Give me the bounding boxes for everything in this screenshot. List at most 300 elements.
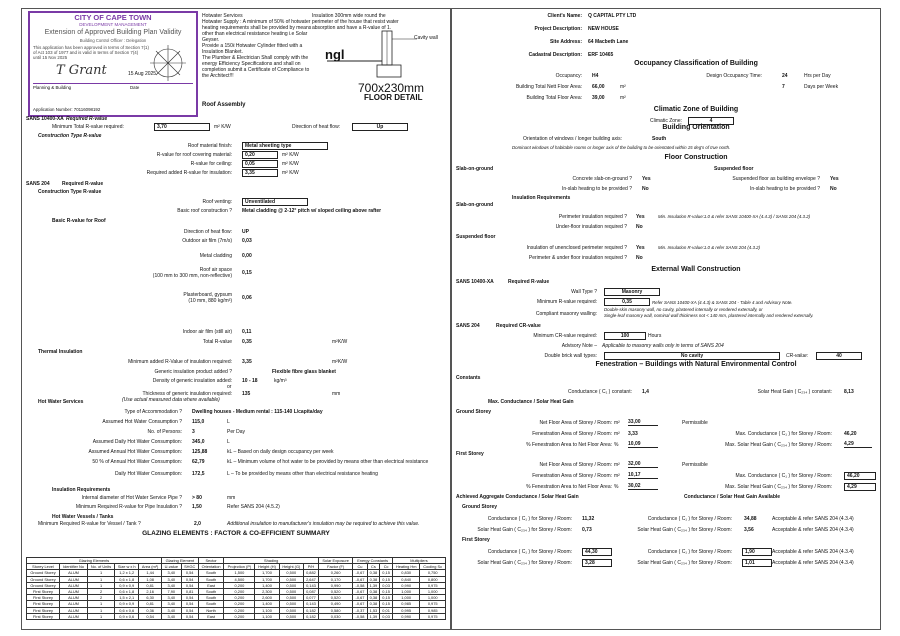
compl-line-1: Double-skin masonry wall, no cavity, plastered internally or rendered externally, or <box>604 307 763 312</box>
glazing-cell: 0,9 x 0,6 <box>115 613 139 619</box>
ach-g-conda-label: Conductance ( C₁ ) for Storey / Room: <box>647 516 732 522</box>
glazing-cell: ALUM <box>60 576 88 582</box>
cad-label: Cadastral Description: <box>528 52 582 58</box>
heat-flow-value: Up <box>352 123 408 131</box>
glazing-cell: 0,030 <box>318 613 353 619</box>
glazing-cell: -0,67 <box>353 576 367 582</box>
glazing-cell: 0,882 <box>304 570 319 576</box>
spec-line: Provide a 150ℓ Hotwater Cylinder fitted with a <box>202 43 303 49</box>
hw-value: 62,79 <box>192 459 205 465</box>
roof-row-value: 0,00 <box>242 253 252 259</box>
glazing-cell: East <box>198 613 224 619</box>
unencl-a: Yes <box>636 245 645 251</box>
glazing-cell: 0,520 <box>318 589 353 595</box>
glazing-cell: 0,54 <box>181 576 198 582</box>
f-fen-value: 10,17 <box>628 472 658 479</box>
ins-req-title: Insulation Requirements <box>52 487 111 493</box>
construction-type-2: Construction Type R-value <box>38 189 102 195</box>
glazing-cell: 0,990 <box>392 582 419 588</box>
glazing-cell: South <box>198 595 224 601</box>
glazing-cell: 0,520 <box>318 595 353 601</box>
minr-label: Minimum R-value required: <box>536 299 597 305</box>
g-nfa-label: Net Floor Area of Storey / Room: <box>539 420 612 426</box>
ins-diam-label: Internal diameter of Hot Water Service Pipe ? <box>81 495 182 501</box>
glazing-cell: -0,58 <box>353 613 367 619</box>
susp2-title: Suspended floor <box>456 234 496 240</box>
perim-q: Perimeter insulation required ? <box>558 214 627 220</box>
r-roofcov-value: 0,20 <box>242 151 278 159</box>
r-ceiling-label: R-value for ceiling: <box>190 161 232 167</box>
glazing-cell: -0,67 <box>353 601 367 607</box>
dbw-label: Double brick wall types: <box>544 353 597 359</box>
glazing-cell: South <box>198 570 224 576</box>
roof-row-label: Plasterboard, gypsum <box>183 292 232 298</box>
glazing-cell: 0,6 x 0,6 <box>115 607 139 613</box>
ach-f-cond-label: Conductance ( C₁ ) for Storey / Room: <box>487 549 572 555</box>
hw-unit: L – To be provided by means other than electrical resistance heating <box>227 471 378 477</box>
project-label: Project Description: <box>534 26 582 32</box>
glazing-cell: 0,580 <box>318 607 353 613</box>
glazing-cell: 0,15 <box>380 595 393 601</box>
first-title: First Storey <box>456 451 484 457</box>
r-unit: m² K/W <box>282 152 299 158</box>
ins-diam-value: > 80 <box>192 495 202 501</box>
ach-f-conda: 1,90 <box>742 548 772 556</box>
glazing-cell: 1 <box>87 613 114 619</box>
glazing-cell: 0,03 <box>380 613 393 619</box>
glazing-cell: 1,5 x 2,1 <box>115 595 139 601</box>
g-pct-value: 10,09 <box>628 441 658 448</box>
ext-title: External Wall Construction <box>651 266 741 273</box>
roof-row-value: 0,03 <box>242 238 252 244</box>
glazing-title: GLAZING ELEMENTS : FACTOR & CO-EFFICIENT SUMMARY <box>142 530 330 537</box>
crv-value: 40 <box>816 352 862 360</box>
glazing-cell: 1,53 <box>367 607 380 613</box>
glazing-cell: 0,54 <box>181 607 198 613</box>
glazing-cell: 1,000 <box>392 589 419 595</box>
glazing-cell: 3,40 <box>161 601 181 607</box>
glazing-cell: Ground Storey <box>27 570 60 576</box>
g-pct-unit: % <box>614 442 619 448</box>
acc-value: Dwelling houses - Medium rental : 115-140 L/capita/day <box>192 409 323 415</box>
glazing-cell: 0,54 <box>181 613 198 619</box>
sans204-head: SANS 204 <box>26 181 50 187</box>
glazing-cell: 0,500 <box>279 589 303 595</box>
spec-line: heating requirements shall be provided by means <box>202 25 312 31</box>
glazing-cell: 2 <box>87 589 114 595</box>
hotwater-spec <box>202 13 311 79</box>
glazing-cell: 0,077 <box>304 595 319 601</box>
glazing-body <box>27 570 446 620</box>
glazing-cell: 0,54 <box>181 595 198 601</box>
g-nfa-unit: m² <box>614 420 620 426</box>
glazing-cell: 3,40 <box>161 595 181 601</box>
thick-value: 135 <box>242 391 251 397</box>
or-text: or <box>227 384 232 390</box>
f-maxcond-value: 46,20 <box>844 472 876 480</box>
glazing-cell: 1,08 <box>139 576 162 582</box>
glazing-cell: ALUM <box>60 570 88 576</box>
glazing-cell: 0,38 <box>367 589 380 595</box>
mincr-unit: Hours <box>648 333 662 339</box>
glazing-cell: -0,67 <box>353 589 367 595</box>
tfa-unit: m² <box>620 95 626 101</box>
shg-value: 8,13 <box>844 389 854 395</box>
glazing-cell: 0,200 <box>224 613 255 619</box>
approval-stamp <box>28 11 198 117</box>
glazing-cell: -0,67 <box>353 595 367 601</box>
fen-title: Fenestration – Buildings with Natural Environmental Control <box>595 361 797 368</box>
glazing-cell: 0,6 x 1,8 <box>115 576 139 582</box>
site-value: 64 Macbeth Lane <box>588 39 629 45</box>
ins-min-value: 1,50 <box>192 504 202 510</box>
roof-row-value: 0,35 <box>242 339 252 345</box>
zone-label: Climatic Zone: <box>650 118 682 124</box>
spec-line: Geyser. <box>202 37 220 43</box>
glazing-cell: ALUM <box>60 589 88 595</box>
hws-title: Hot Water Services <box>38 399 84 405</box>
total-r-unit: m² K/W <box>214 124 231 130</box>
glazing-cell: 1,400 <box>255 582 279 588</box>
glazing-cell: -0,67 <box>353 570 367 576</box>
spec-line: completion submit a Certificate of Compliance to <box>202 67 310 73</box>
vessel-value: 2,0 <box>194 521 201 527</box>
left-page <box>21 8 451 630</box>
glazing-header: U-value <box>161 564 181 570</box>
roof-row-value: 0,15 <box>242 270 252 276</box>
glazing-cell: 2 <box>87 595 114 601</box>
glazing-cell: First Storey <box>27 607 60 613</box>
spec-line: other than electrical resistance heating i.e Solar <box>202 31 308 37</box>
g-maxcond-value: 46,20 <box>844 431 857 437</box>
stamp-compass-icon <box>148 43 188 83</box>
glazing-cell: 0,6 x 1,8 <box>115 589 139 595</box>
g-permissible: Permissible <box>682 420 708 426</box>
glazing-group: Glazing Elements <box>27 558 162 564</box>
detail-cavity: Cavity wall <box>414 35 438 41</box>
glazing-cell: First Storey <box>27 601 60 607</box>
stamp-text-3: until 15 Nov 2025 <box>33 55 68 60</box>
ach-g-accept-2: Acceptable & refer SANS 204 (4.3.4) <box>772 527 854 533</box>
glazing-header: Storey Level <box>27 564 60 570</box>
total-r-label: Minimum Total R-value required: <box>52 124 124 130</box>
glazing-cell: 1 <box>87 570 114 576</box>
roof-row-value: 0,11 <box>242 329 252 335</box>
glazing-cell: 1,39 <box>367 582 380 588</box>
detail-note-line: absorption and have a R-value of 1. <box>312 25 392 31</box>
glazing-cell: 1,000 <box>420 595 446 601</box>
roof-row-label: Direction of heat flow: <box>183 229 232 235</box>
inslab-q: In-slab heating to be provided ? <box>561 186 632 192</box>
ach-g-shg-label: Solar Heat Gain ( C₂₃₄ ) for Storey / Room: <box>477 527 572 533</box>
glazing-cell: 1,700 <box>255 576 279 582</box>
glazing-cell: 0,500 <box>279 613 303 619</box>
total-r-value: 3,70 <box>154 123 210 131</box>
roof-venting-label: Roof venting: <box>202 199 232 205</box>
glazing-cell: 1,400 <box>255 601 279 607</box>
f-fen-label: Fenestration Area of Storey / Room: <box>532 473 612 479</box>
generic-value: Flexible fibre glass blanket <box>272 369 336 375</box>
glazing-header: Heating Hm <box>392 564 419 570</box>
r-ceiling-value: 0,05 <box>242 160 278 168</box>
glazing-cell: 0,9 x 0,9 <box>115 582 139 588</box>
stamp-date: 15 Aug 2025 <box>128 71 157 77</box>
glazing-cell: 1 <box>87 601 114 607</box>
glazing-header: Projection (P) <box>224 564 255 570</box>
glazing-cell: 0,143 <box>304 582 319 588</box>
spec-line: The Plumber & Electrician Shall comply with the <box>202 55 309 61</box>
max-title: Max. Conductance / Solar Heat Gain <box>488 399 574 405</box>
glazing-cell: 0,200 <box>224 595 255 601</box>
slab-title: Slab-on-ground <box>456 166 494 172</box>
days-value: 7 <box>782 84 785 90</box>
glazing-row <box>27 613 446 619</box>
inslab-a: No <box>642 186 649 192</box>
hw-unit: L <box>227 439 230 445</box>
glazing-cell: 0,975 <box>420 613 446 619</box>
design-unit: Hrs per Day <box>804 73 831 79</box>
sans204-req: Required R-value <box>62 181 104 187</box>
spec-line: Hotwater Services <box>202 13 243 19</box>
glazing-cell: ALUM <box>60 595 88 601</box>
f-pct-unit: % <box>614 484 619 490</box>
ach-f-accept-1: Acceptable & refer SANS 204 (4.3.4) <box>772 549 854 555</box>
roof-row-label: Metal cladding <box>199 253 232 259</box>
cond-label: Conductance ( C₁ ) constant: <box>568 389 632 395</box>
basic-r-title: Basic R-value for Roof <box>52 218 106 224</box>
g-nfa-value: 33,00 <box>628 419 658 426</box>
floor-title: Floor Construction <box>664 154 728 161</box>
glazing-header: Identifier No <box>60 564 88 570</box>
g-fen-value: 3,33 <box>628 431 638 437</box>
glazing-cell: North <box>198 607 224 613</box>
ach-f-cond: 44,30 <box>582 548 612 556</box>
occupancy-label: Occupancy: <box>555 73 582 79</box>
stamp-text-1: This application has been approved in terms of Section 7(1) <box>33 45 149 50</box>
roof-row-value: UP <box>242 229 249 235</box>
glazing-cell: 3,40 <box>161 582 181 588</box>
spec-line: Insulation Blanket. <box>202 49 243 55</box>
detail-size: 700x230mm <box>358 81 425 95</box>
glazing-cell: ALUM <box>60 601 88 607</box>
compl-label: Compliant masonry walling: <box>535 311 597 317</box>
glazing-cell: 0,15 <box>380 601 393 607</box>
ach-f-shg: 3,28 <box>582 559 612 567</box>
hw-label: Assumed Annual Hot Water Consumption: <box>88 449 182 455</box>
ach-f-accept-2: Acceptable & refer SANS 204 (4.3.4) <box>772 560 854 566</box>
glazing-cell: Ground Storey <box>27 582 60 588</box>
glazing-cell: South <box>198 601 224 607</box>
hw-label: Assumed Daily Hot Water Consumption: <box>92 439 182 445</box>
glazing-cell: 0,200 <box>224 607 255 613</box>
perim-a: Yes <box>636 214 645 220</box>
constants: Constants <box>456 375 481 381</box>
glazing-cell: 1,700 <box>255 570 279 576</box>
glazing-header: Cc <box>380 564 393 570</box>
min-added-label: Minimum added R-Value of insulation required: <box>128 359 232 365</box>
walltype-label: Wall Type ? <box>571 289 597 295</box>
glazing-cell: 0,03 <box>380 582 393 588</box>
orient-note: Dominant windows of habitable rooms or longer axis of the building to be orientated within 15 deg's of true north. <box>512 145 731 150</box>
glazing-cell: 0,840 <box>392 576 419 582</box>
glazing-cell: 1,100 <box>255 607 279 613</box>
glazing-cell: 1,2 x 1,2 <box>115 570 139 576</box>
glazing-cell: ALUM <box>60 613 88 619</box>
advisory-text: Applicable to masonry walls only in terms of SANS 204 <box>602 343 724 349</box>
occupancy-value: H4 <box>592 73 599 79</box>
thick-unit: mm <box>332 391 341 397</box>
f-pct-value: 30,02 <box>628 483 658 490</box>
orient-value: South <box>652 136 667 142</box>
glazing-cell: 0,995 <box>392 607 419 613</box>
roof-row-value: 0,06 <box>242 295 252 301</box>
glazing-cell: 1,39 <box>367 613 380 619</box>
g-fen-label: Fenestration Area of Storey / Room: <box>532 431 612 437</box>
ach-g-cond: 11,32 <box>582 516 595 522</box>
glazing-cell: 1 <box>87 607 114 613</box>
glazing-group: Glazing Element <box>161 558 198 564</box>
glazing-cell: 1,100 <box>255 613 279 619</box>
glazing-cell: 0,182 <box>304 607 319 613</box>
advisory-label: Advisory Note – <box>561 343 597 349</box>
stamp-text-2: of Act 103 of 1977 and is valid in terms of Section 7(4) <box>33 50 139 55</box>
roof-row-label: Outdoor air film (7m/s) <box>182 238 232 244</box>
crv-label: CR-value: <box>786 353 809 359</box>
stamp-dept: DEVELOPMENT MANAGEMENT <box>79 22 147 27</box>
glazing-cell: 0,15 <box>380 589 393 595</box>
glazing-cell: 0,38 <box>367 601 380 607</box>
glazing-cell: 0,54 <box>181 601 198 607</box>
slab-q: Concrete slab-on-ground ? <box>572 176 632 182</box>
glazing-header: Area (m²) <box>139 564 162 570</box>
acc-label: Type of Accommodation ? <box>124 409 182 415</box>
detail-title: FLOOR DETAIL <box>364 93 423 102</box>
glazing-cell: 0,500 <box>279 601 303 607</box>
glazing-cell: 3,40 <box>161 607 181 613</box>
vessel-note: Additional insulation to manufacturer's insulation may be required to achieve this value. <box>227 521 420 527</box>
glazing-cell: 0,087 <box>304 589 319 595</box>
glazing-cell: First Storey <box>27 613 60 619</box>
glazing-cell: 0,170 <box>318 576 353 582</box>
glazing-cell: 0,38 <box>367 595 380 601</box>
f-maxcond-label: Max. Conductance ( C₁ ) for Storey / Room: <box>735 473 832 479</box>
glazing-cell: 0,54 <box>139 613 162 619</box>
glazing-cell: 1,000 <box>420 589 446 595</box>
zone-value: 4 <box>688 117 734 125</box>
glazing-cell: 1 <box>87 576 114 582</box>
spec-line: energy Efficiency Specifications and shall on <box>202 61 301 67</box>
glazing-cell: 0,200 <box>224 601 255 607</box>
glazing-cell: East <box>198 582 224 588</box>
inslab2-q: In-slab heating to be provided ? <box>749 186 820 192</box>
glazing-cell: South <box>198 589 224 595</box>
glazing-cell: 0,81 <box>139 582 162 588</box>
f-pct-label: % Fenestration Area to Net Floor Area: <box>526 484 612 490</box>
g-maxcond-label: Max. Conductance ( C₁ ) for Storey / Room: <box>735 431 832 437</box>
roof-row-sub: (100 mm to 300 mm, non-reflective) <box>152 273 232 279</box>
design-label: Design Occupancy Time: <box>706 73 762 79</box>
generic-label: Generic insulation product added ? <box>154 369 232 375</box>
glazing-cell: First Storey <box>27 595 60 601</box>
ach-g-conda: 34,88 <box>744 516 757 522</box>
ach-ground-title: Ground Storey <box>462 504 498 510</box>
ins-diam-unit: mm <box>227 495 236 501</box>
density-label: Density of generic insulation added: <box>152 378 232 384</box>
glazing-group: Shading <box>224 558 318 564</box>
stamp-divider <box>33 83 193 84</box>
unencl-note: Min. Insulation R-value:1.0 & refer SANS 204 (4.3.2) <box>658 245 761 250</box>
min-added-unit: m²K/W <box>332 359 348 365</box>
under-a: No <box>636 224 643 230</box>
detail-note-line: perimeter of the house that resist water <box>312 19 399 25</box>
glazing-cell: 0,15 <box>380 576 393 582</box>
shg-label: Solar Heat Gain ( C₂₃₄ ) constant: <box>757 389 832 395</box>
glazing-cell: 0,54 <box>181 570 198 576</box>
ach-first-title: First Storey <box>462 537 490 543</box>
glazing-header: SHGC <box>181 564 198 570</box>
stamp-signature: T Grant <box>56 63 107 78</box>
s204-head: SANS 204 <box>456 323 480 329</box>
glazing-cell: 3,40 <box>161 576 181 582</box>
glazing-cell: 0,200 <box>224 582 255 588</box>
glazing-cell: 0,975 <box>420 601 446 607</box>
orient-label: Orientation of windows / longer building axis: <box>523 136 622 142</box>
glazing-group: Solar Exposure <box>318 558 353 564</box>
glazing-cell: -0,37 <box>353 607 367 613</box>
glazing-cell: 1,000 <box>392 595 419 601</box>
glazing-header: Cu <box>353 564 367 570</box>
g-fen-unit: m² <box>614 431 620 437</box>
ach-g-shga: 3,56 <box>744 527 754 533</box>
susp-q: Suspended floor as building envelope ? <box>732 176 820 182</box>
glazing-cell: 0,15 <box>380 570 393 576</box>
glazing-cell: 0,54 <box>181 582 198 588</box>
roof-row-sub: (10 mm, 880 kg/m³) <box>188 298 232 304</box>
unencl-q: Insulation of unenclosed perimeter required ? <box>526 245 627 251</box>
s204-req: Required CR-value <box>496 323 541 329</box>
sans-xa-head: SANS 10400-XA <box>26 116 64 122</box>
right-page <box>451 8 881 630</box>
spec-line: Hotwater Supply : A minimum of 50% of hotwater <box>202 19 311 25</box>
days-unit: Days per Week <box>804 84 839 90</box>
slab-a: Yes <box>642 176 651 182</box>
f-nfa-value: 32,00 <box>628 461 658 468</box>
hw-label: 50 % of Annual Hot Water Consumption: <box>92 459 182 465</box>
glazing-cell: 0,81 <box>181 589 198 595</box>
hw-value: 115,0 <box>192 419 205 425</box>
roof-row-unit: m²K/W <box>332 339 348 345</box>
roof-row-label: Roof air space <box>199 267 232 273</box>
glazing-cell: 6,30 <box>139 595 162 601</box>
glazing-group: Multipliers <box>392 558 445 564</box>
glazing-table <box>26 557 446 620</box>
glazing-group: Sector <box>198 558 224 564</box>
ins-min-unit: Refer SANS 204 (4.5.2) <box>227 504 280 510</box>
glazing-cell: 0,500 <box>279 595 303 601</box>
roof-row-label: Indoor air film (still air) <box>182 329 232 335</box>
glazing-cell: 0,990 <box>392 613 419 619</box>
glazing-cell: 2,300 <box>255 589 279 595</box>
glazing-cell: 0,36 <box>139 607 162 613</box>
roof-assembly-title: Roof Assembly <box>202 102 246 108</box>
glazing-cell: 0,260 <box>318 570 353 576</box>
glazing-cell: 0,985 <box>392 601 419 607</box>
tfa-label: Building Total Floor Area: <box>526 95 582 101</box>
tnfa-value: 66,00 <box>592 84 605 90</box>
glazing-cell: 0,182 <box>304 613 319 619</box>
stamp-control: Building Control Officer : Delegation <box>79 38 147 43</box>
glazing-cell: 0,200 <box>224 589 255 595</box>
